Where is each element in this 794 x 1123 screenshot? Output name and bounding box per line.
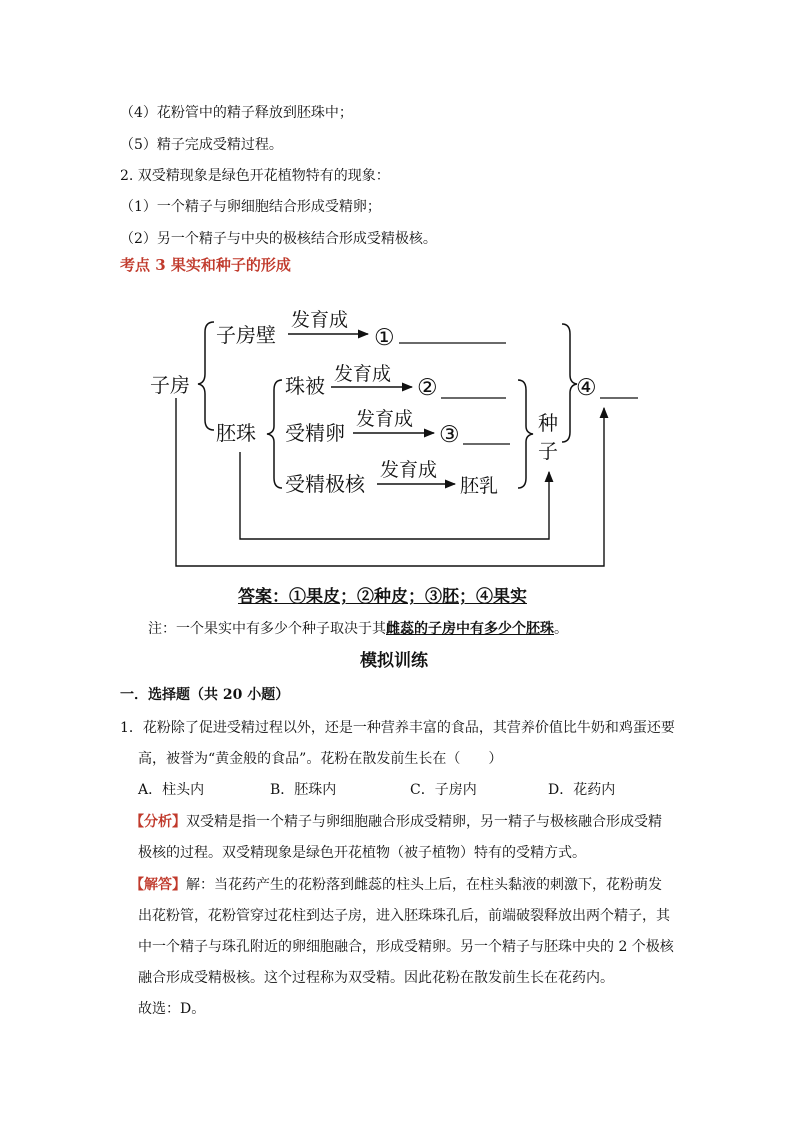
- section-heading: 考点 3 果实和种子的形成: [120, 256, 291, 274]
- section-one-heading: 一．选择题（共 20 小题）: [120, 687, 290, 703]
- ovary-wall-label: 子房壁: [216, 323, 276, 347]
- endosperm-label: 胚乳: [460, 475, 499, 497]
- intro-sub-1: （1）一个精子与卵细胞结合形成受精卵；: [120, 199, 381, 215]
- blank-mark-3: ③: [439, 422, 460, 448]
- fertilized-polar-label: 受精极核: [285, 472, 365, 496]
- ovary-label: 子房: [150, 373, 190, 397]
- note-prefix: 注：一个果实中有多少个种子取决于其: [148, 621, 386, 637]
- develops-into-3: 发育成: [356, 408, 414, 430]
- solution-tag: 【解答】: [130, 877, 186, 893]
- intro-point-2: 2. 双受精现象是绿色开花植物特有的现象：: [120, 168, 390, 184]
- analysis-line-a: [130, 813, 662, 831]
- brace-ovule: [267, 380, 282, 488]
- solution-line-d: 融合形成受精极核。这个过程称为双受精。因此花粉在散发前生长在花药内。: [138, 970, 614, 986]
- blank-mark-1: ①: [374, 325, 395, 351]
- seed-char-top: 种: [538, 411, 558, 435]
- solution-line-a: [130, 876, 662, 894]
- solution-line-c: 中一个精子与珠孔附近的卵细胞融合，形成受精卵。另一个精子与胚珠中央的 2 个极核: [138, 939, 674, 955]
- option-d: D．花药内: [548, 782, 616, 798]
- question-number: 1．: [120, 720, 143, 736]
- blank-mark-4: ④: [576, 375, 597, 401]
- develops-into-4: 发育成: [380, 459, 438, 481]
- solution-line-b: 出花粉管，花粉管穿过花柱到达子房，进入胚珠珠孔后，前端破裂释放出两个精子，其: [138, 908, 670, 924]
- analysis-tag: 【分析】: [130, 814, 186, 830]
- develops-into-1: 发育成: [291, 309, 349, 331]
- analysis-text-a: 双受精是指一个精子与卵细胞融合形成受精卵，另一精子与极核融合形成受精: [186, 814, 662, 830]
- answer-line: 答案：①果皮；②种皮；③胚；④果实: [238, 587, 527, 607]
- note-line: [148, 620, 568, 638]
- analysis-line-b: 极核的过程。双受精现象是绿色开花植物（被子植物）特有的受精方式。: [138, 845, 586, 861]
- question-1-line-b: 高，被誉为“黄金般的食品”。花粉在散发前生长在（ ）: [138, 751, 503, 767]
- question-text-a: 花粉除了促进受精过程以外，还是一种营养丰富的食品，其营养价值比牛奶和鸡蛋还要: [142, 720, 675, 736]
- integument-label: 珠被: [285, 374, 325, 398]
- brace-ovary: [198, 322, 214, 430]
- training-title: 模拟训练: [360, 651, 428, 671]
- blank-mark-2: ②: [417, 375, 438, 401]
- note-suffix: 。: [554, 621, 568, 637]
- option-a: A．柱头内: [138, 782, 205, 798]
- solution-text-a: 解：当花药产生的花粉落到雌蕊的柱头上后，在柱头黏液的刺激下，花粉萌发: [186, 877, 662, 893]
- intro-line-4: （4）花粉管中的精子释放到胚珠中；: [120, 105, 353, 121]
- brace-seed: [518, 380, 533, 488]
- question-1-line-a: [120, 719, 675, 737]
- option-c: C．子房内: [410, 782, 477, 798]
- brace-fruit: [562, 324, 577, 442]
- intro-sub-2: （2）另一个精子与中央的极核结合形成受精极核。: [120, 231, 437, 247]
- develops-into-2: 发育成: [334, 363, 392, 385]
- fertilized-egg-label: 受精卵: [285, 421, 345, 445]
- seed-char-bottom: 子: [538, 439, 558, 463]
- note-emphasis: 雌蕊的子房中有多少个胚珠: [386, 621, 554, 637]
- choice-line: 故选：D。: [138, 1001, 206, 1017]
- option-b: B．胚珠内: [270, 782, 337, 798]
- ovule-label: 胚珠: [216, 421, 256, 445]
- intro-line-5: （5）精子完成受精过程。: [120, 137, 283, 153]
